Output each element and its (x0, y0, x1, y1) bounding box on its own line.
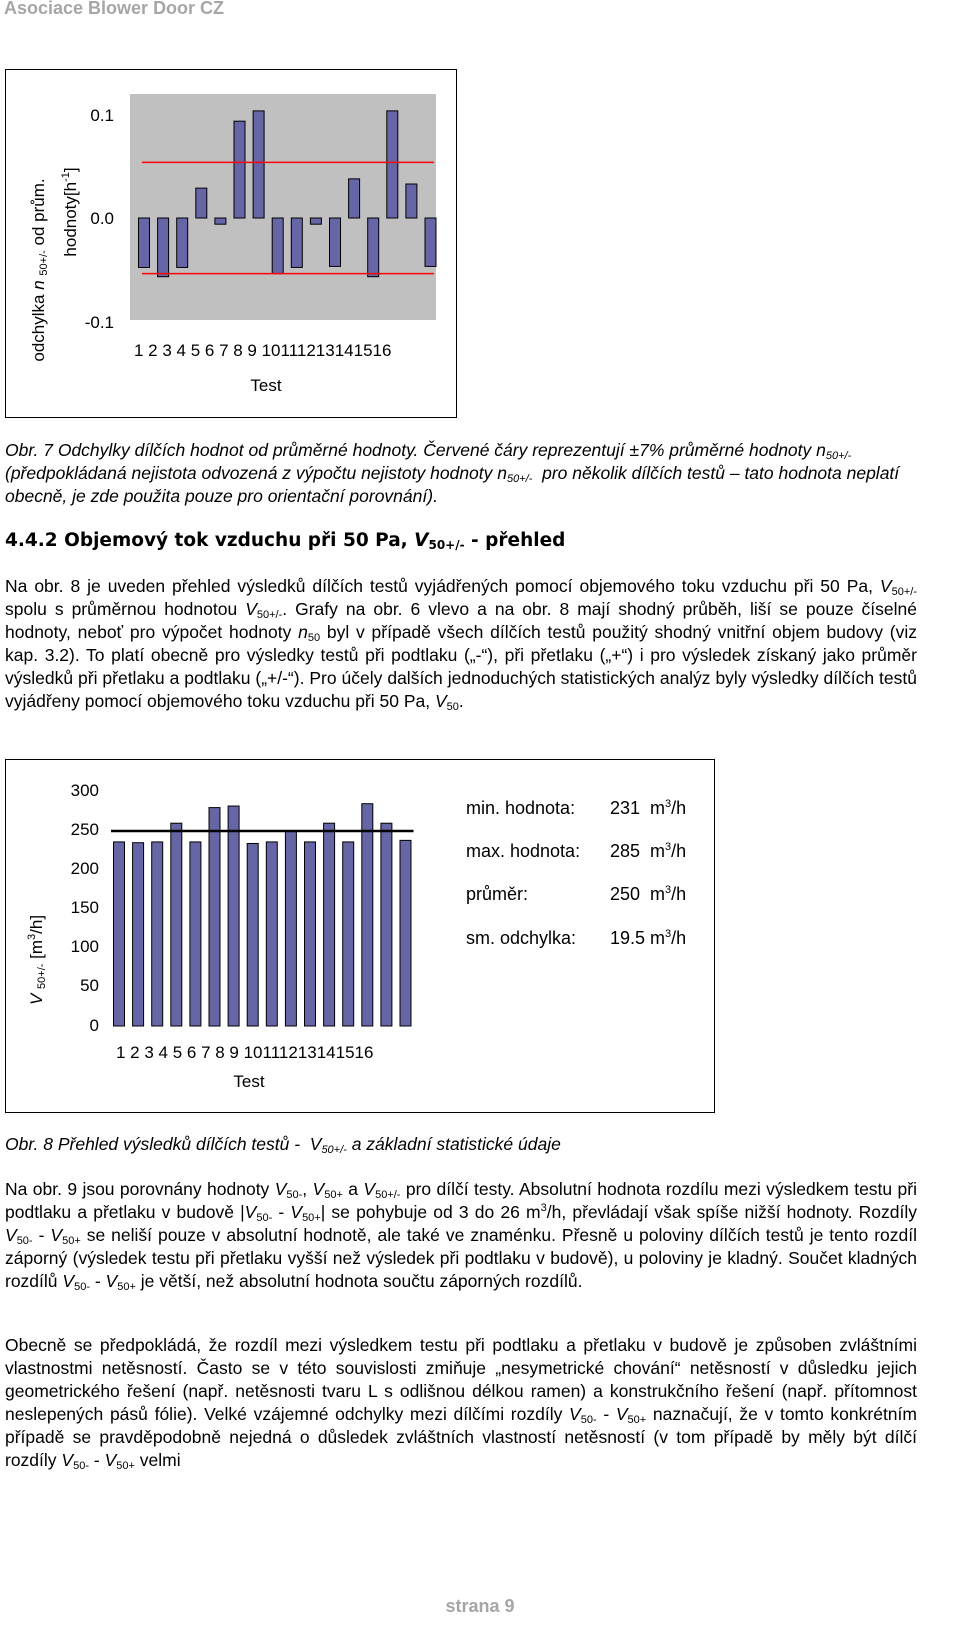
chart2-xlabel: Test (233, 1072, 265, 1091)
chart1-bar (177, 218, 188, 267)
chart1-bar (387, 111, 398, 218)
chart2-bar (228, 806, 239, 1026)
chart2-ytick: 200 (70, 859, 99, 878)
chart2-bar (305, 842, 316, 1026)
stat-min-label: min. hodnota: (466, 798, 576, 818)
stat-max-value: 285 $m^3/h$ (610, 841, 687, 861)
chart1-bar (196, 188, 207, 218)
chart2-ytick: 0 (89, 1016, 99, 1035)
chart2-bar (343, 842, 354, 1026)
chart1-bar (272, 218, 283, 274)
chart2-bar (152, 842, 163, 1026)
chart1-bar (310, 218, 321, 224)
chart1-ylabel-inner: $hodnoty[h^{-1}]$ (60, 167, 80, 257)
chart2-xticks: 1 2 3 4 5 6 7 8 9 10111213141516 (116, 1043, 374, 1062)
chart1-bar (349, 179, 360, 218)
chart1-xlabel: Test (250, 376, 282, 395)
chart2-ytick: 250 (70, 820, 99, 839)
chart1-bar (215, 218, 226, 224)
paragraph-1: Na obr. 8 je uveden přehled výsledků dílčích testů vyjádřených pomocí objemového toku vzduchu při 50 Pa, $V_{50+/-}$ spolu s průměrnou hodnotou $V_{50+/-}$. Grafy na obr. 6 vlevo a na obr. 8 mají shodný průběh, liší se pouze číselné hodnoty, neboť pro výpočet hodnoty $n_{50}$ byl v případě všech dílčích testů použitý shodný vnitřní objem budovy (viz kap. 3.2). To platí obecně pro výsledky testů při podtlaku („-“), při přetlaku („+“) i pro výsledek získaný jako průměr výsledků při přetlaku a podtlaku („+/-“). Pro účely dalších jednoduchých statistických analýz byly výsledky dílčích testů vyjádřeny pomocí objemového toku vzduchu při 50 Pa, $V_{50}$. (5, 576, 917, 713)
chart2-bar (171, 823, 182, 1026)
section-heading: 4.4.2 Objemový tok vzduchu při 50 Pa, $V_{50+/-}$ - přehled (5, 530, 566, 552)
stat-mean-value: 250 $m^3/h$ (610, 884, 687, 904)
chart2-bar (381, 823, 392, 1026)
chart1-ytick: -0.1 (84, 313, 114, 332)
chart1-bar (330, 218, 341, 266)
deviation-chart-svg (6, 70, 456, 417)
page-number: strana 9 (445, 1596, 515, 1616)
chart2-ytick: 50 (80, 976, 99, 995)
chart1-bar (291, 218, 302, 267)
figure-8-caption: Obr. 8 Přehled výsledků dílčích testů - $V_{50+/-}$ a základní statistické údaje (5, 1134, 561, 1156)
chart1-xticks: 1 2 3 4 5 6 7 8 9 10111213141516 (134, 341, 392, 360)
stat-sd-label: sm. odchylka: (466, 928, 577, 948)
chart2-bar (209, 808, 220, 1026)
chart1-bar (425, 218, 436, 266)
chart2-bar (247, 843, 258, 1026)
chart1-bar (139, 218, 150, 267)
chart2-ytick: 100 (70, 937, 99, 956)
overview-chart-svg (6, 760, 714, 1112)
stat-min-value: 231 $m^3/h$ (610, 798, 687, 818)
chart1-bar (368, 218, 379, 277)
figure-7-caption: Obr. 7 Odchylky dílčích hodnot od průměrné hodnoty. Červené čáry reprezentují ±7% průměrné hodnoty $n_{50+/-}$ (předpokládaná nejistota odvozená z výpočtu nejistoty hodnoty $n_{50+/-}$ pro několik dílčích testů – tato hodnota neplatí obecně, je zde použita pouze pro orientační porovnání). (5, 440, 900, 506)
paragraph-2: Na obr. 9 jsou porovnány hodnoty $V_{50-}$, $V_{50+}$ a $V_{50+/-}$ pro dílčí testy. Absolutní hodnota rozdílu mezi výsledkem testu při podtlaku a přetlaku v budově $|V_{50-} - V_{50+}|$ se pohybuje od 3 do 26 $m^3/h$, převládají však spíše nižší hodnoty. Rozdíly $V_{50-} - V_{50+}$ se neliší pouze v absolutní hodnotě, ale také ve znaménku. Přesně u poloviny dílčích testů je tento rozdíl záporný (výsledek testu při přetlaku vyšší než výsledek při podtlaku v budově), u poloviny je kladný. Součet kladných rozdílů $V_{50-} - V_{50+}$ je větší, než absolutní hodnota součtu záporných rozdílů. (5, 1179, 918, 1293)
chart1-ytick: 0.1 (90, 106, 114, 125)
chart1-ylabel-outer: odchylka n 50+/- od prům. (29, 178, 50, 362)
chart1-ytick: 0.0 (90, 209, 114, 228)
chart2-bar (400, 840, 411, 1026)
chart2-ylabel: V 50+/- $[m^3/h]$ (26, 914, 48, 1006)
chart2-bar (190, 842, 201, 1026)
stat-sd-value: 19.5 $m^3/h$ (610, 928, 687, 948)
stat-max-label: max. hodnota: (466, 841, 581, 861)
document-header: Asociace Blower Door CZ (4, 0, 225, 18)
figure-7-chart (5, 69, 457, 418)
chart2-bar (133, 843, 144, 1026)
chart2-bar (285, 831, 296, 1026)
chart1-bar (406, 184, 417, 218)
chart1-bar (253, 111, 264, 218)
stat-mean-label: průměr: (466, 884, 529, 904)
chart2-bar (266, 842, 277, 1026)
chart2-bar (114, 842, 125, 1026)
chart1-bar (234, 121, 245, 218)
figure-8-chart (5, 759, 715, 1113)
chart2-ytick: 150 (70, 898, 99, 917)
paragraph-3: Obecně se předpokládá, že rozdíl mezi výsledkem testu při podtlaku a přetlaku v budově je způsoben zvláštními vlastnostmi netěsností. Často se v této souvislosti zmiňuje „nesymetrické chování“ netěsností v důsledku jejich geometrického řešení (např. netěsnosti tvaru L s odlišnou délkou ramen) a konstrukčního řešení (např. přítomnost neslepených pásů fólie). Velké vzájemné odchylky mezi dílčími rozdíly $V_{50-} - V_{50+}$ naznačují, že v tomto konkrétním případě se pravděpodobně nejedná o důsledek zvláštních vlastností netěsností (v tom případě by měly být dílčí rozdíly $V_{50-} - V_{50+}$ velmi (5, 1335, 917, 1472)
chart2-bar (324, 823, 335, 1026)
chart2-ytick: 300 (70, 781, 99, 800)
chart1-bar (158, 218, 169, 277)
chart2-bar (362, 804, 373, 1026)
